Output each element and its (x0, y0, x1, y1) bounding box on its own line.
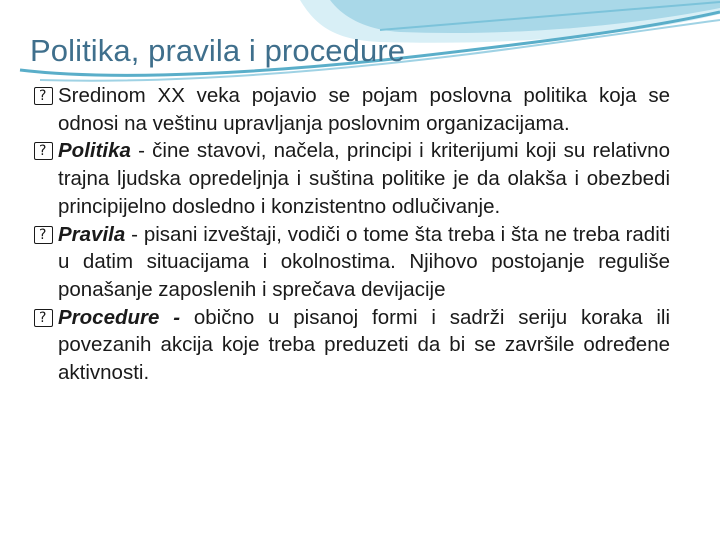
paragraph-text: - čine stavovi, načela, principi i kriterijumi koji su relativno trajna ljudska opredeljnja i suština politike je da olakša i obezbedi principijelno dosledno i konzistentno odlučivanje. (58, 139, 670, 218)
paragraph-text: obično u pisanoj formi i sadrži seriju koraka ili povezanih akcija koje treba preduzeti da bi se završile određene aktivnosti. (58, 305, 670, 385)
paragraph-term: Politika (58, 139, 131, 163)
missing-glyph-bullet-icon (34, 87, 53, 105)
missing-glyph-bullet-icon (34, 309, 53, 327)
paragraph-text: Sredinom XX veka pojavio se pojam poslovna politika koja se odnosi na veštinu upravljanja poslovnim organizacijama. (58, 84, 670, 135)
paragraph-term: Procedure - (58, 305, 181, 329)
paragraph-text: - pisani izveštaji, vodiči o tome šta treba i šta ne treba raditi u datim situacijama i okolnostima. Njihovo postojanje reguliše ponašanje zaposlenih i sprečava devijacije (58, 222, 670, 301)
page-title: Politika, pravila i procedure (30, 33, 406, 68)
paragraph-term: Pravila (58, 222, 126, 246)
missing-glyph-bullet-icon (34, 142, 53, 160)
bullet-paragraph-3 (34, 221, 670, 304)
bullet-paragraph-2 (34, 137, 670, 220)
slide-body (34, 82, 670, 387)
bullet-paragraph-4 (34, 304, 670, 387)
missing-glyph-bullet-icon (34, 226, 53, 244)
bullet-paragraph-1 (34, 82, 670, 137)
